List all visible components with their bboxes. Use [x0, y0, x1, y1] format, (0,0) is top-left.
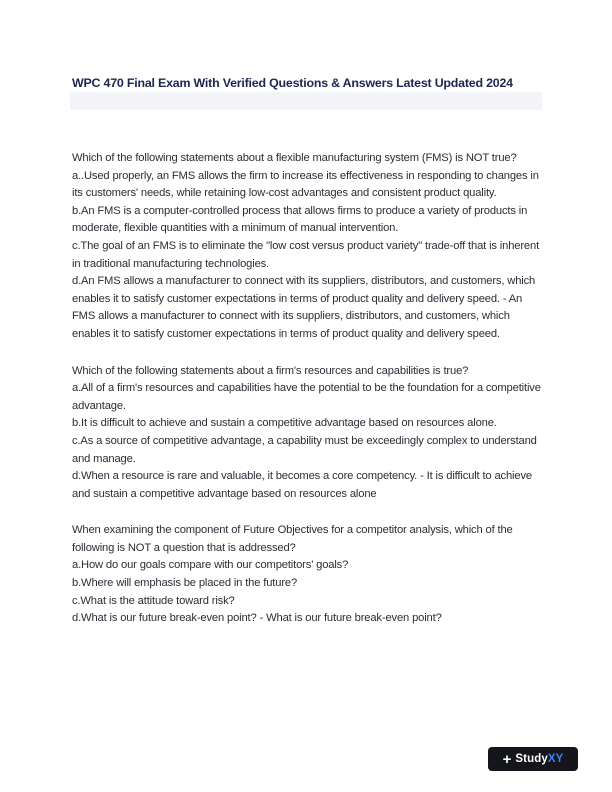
option-b: b.An FMS is a computer-controlled process that allows firms to produce a variety of products in moderate, flexible quantities with a minimum of manual intervention.: [72, 204, 528, 235]
question-block-2: [72, 363, 542, 504]
option-d-with-answer: d.An FMS allows a manufacturer to connect with its suppliers, distributors, and customers, which enables it to satisfy customer expectations in terms of product quality and delivery speed. - An FMS allows a manufacturer to connect with its suppliers, distributors, and customers, which enables it to satisfy customer expectations in terms of product quality and delivery speed.: [72, 275, 536, 340]
question-block-1: [72, 150, 542, 344]
logo-wordmark: [515, 753, 563, 765]
question-text: When examining the component of Future Objectives for a competitor analysis, which of the following is NOT a question that is addressed?: [72, 524, 513, 554]
option-a: a..Used properly, an FMS allows the firm to increase its effectiveness in responding to changes in its customers' needs, while retaining low-cost advantages and consistent product quality.: [72, 169, 539, 200]
option-d-with-answer: d.What is our future break-even point? - What is our future break-even point?: [72, 612, 442, 625]
option-c: c.The goal of an FMS is to eliminate the "low cost versus product variety" trade-off that is inherent in traditional manufacturing technologies.: [72, 239, 540, 270]
option-b: b.Where will emphasis be placed in the future?: [72, 577, 298, 590]
option-c: c.What is the attitude toward risk?: [72, 594, 235, 607]
question-block-3: [72, 522, 542, 628]
logo-word-accent: XY: [547, 753, 564, 765]
option-a: a.How do our goals compare with our competitors' goals?: [72, 559, 349, 572]
document-title: WPC 470 Final Exam With Verified Questions & Answers Latest Updated 2024: [72, 76, 513, 90]
option-b: b.It is difficult to achieve and sustain a competitive advantage based on resources alone.: [72, 417, 497, 430]
logo-word-main: Study: [515, 753, 548, 765]
plus-icon: +: [502, 750, 512, 768]
option-c: c.As a source of competitive advantage, a capability must be exceedingly complex to understand and manage.: [72, 434, 537, 465]
studyxy-logo[interactable]: [488, 747, 578, 771]
option-d-with-answer: d.When a resource is rare and valuable, it becomes a core competency. - It is difficult to achieve and sustain a competitive advantage based on resources alone: [72, 470, 532, 500]
question-text: Which of the following statements about a firm's resources and capabilities is true?: [72, 364, 469, 377]
option-a: a.All of a firm's resources and capabilities have the potential to be the foundation for a competitive advantage.: [72, 382, 541, 412]
question-text: Which of the following statements about a flexible manufacturing system (FMS) is NOT true?: [72, 152, 517, 164]
questions-list: [72, 150, 542, 647]
title-underlay: [70, 92, 542, 110]
